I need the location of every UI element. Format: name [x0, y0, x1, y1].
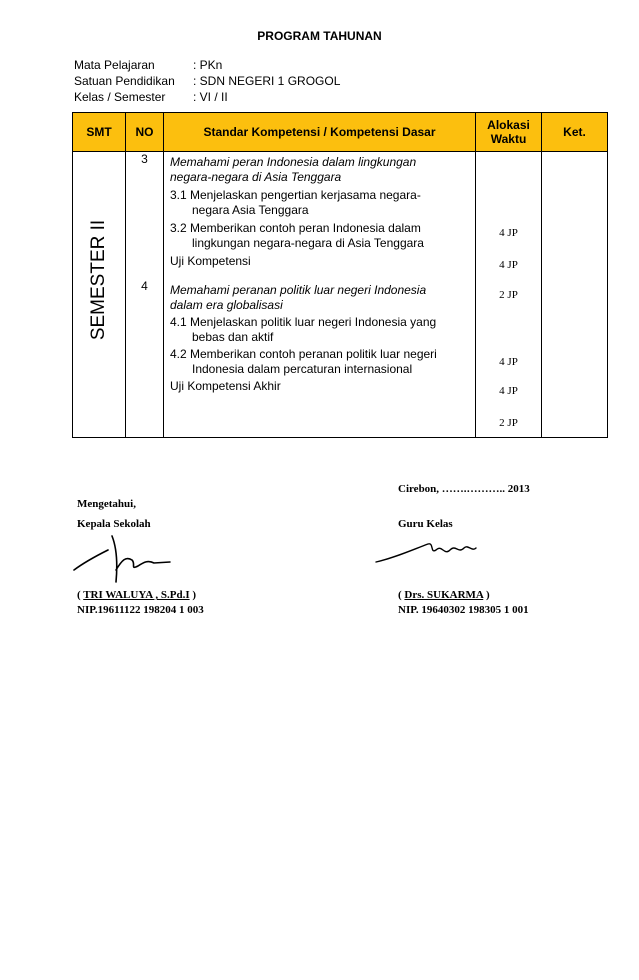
basic-competency — [170, 315, 475, 345]
standard-competency-line: dalam era globalisasi — [170, 298, 283, 312]
no-cell — [126, 152, 164, 438]
mengetahui-label: Mengetahui, — [77, 498, 136, 510]
meta-row-kelas-semester — [74, 89, 340, 105]
guru-kelas-name — [398, 588, 490, 602]
guru-kelas-nip: NIP. 19640302 198305 1 001 — [398, 604, 529, 616]
group-number: 3 — [141, 152, 148, 166]
document-meta — [74, 57, 340, 105]
meta-value: : VI / II — [193, 90, 228, 104]
header-alokasi-waktu — [476, 113, 542, 152]
basic-competency — [170, 347, 475, 377]
basic-competency — [170, 221, 475, 251]
header-waktu-line: Waktu — [490, 132, 527, 146]
alokasi-value: 2 JP — [499, 289, 518, 301]
meta-key: Mata Pelajaran — [74, 58, 155, 72]
competency-cell — [164, 152, 476, 438]
basic-competency — [170, 188, 475, 218]
basic-competency-line: lingkungan negara-negara di Asia Tenggara — [192, 236, 424, 250]
basic-competency-line: 3.2 Memberikan contoh peran Indonesia dalam — [170, 221, 421, 235]
semester-label: SEMESTER II — [88, 219, 109, 341]
basic-competency-line: Indonesia dalam percaturan internasional — [192, 362, 413, 376]
kepala-sekolah-name — [77, 588, 196, 602]
header-smt: SMT — [73, 113, 126, 152]
place-date: Cirebon, …….……….. 2013 — [398, 483, 530, 495]
ket-cell — [542, 152, 608, 438]
page-title: PROGRAM TAHUNAN — [257, 29, 382, 43]
header-alokasi-line: Alokasi — [487, 118, 530, 132]
table-header-row — [73, 113, 608, 152]
alokasi-value: 4 JP — [499, 356, 518, 368]
table-row — [73, 152, 608, 438]
basic-competency-line: negara Asia Tenggara — [192, 203, 309, 217]
basic-competency-line: 4.2 Memberikan contoh peranan politik luar negeri — [170, 347, 437, 361]
header-standar-kompetensi: Standar Kompetensi / Kompetensi Dasar — [164, 113, 476, 152]
basic-competency-line: 3.1 Menjelaskan pengertian kerjasama negara- — [170, 188, 421, 202]
standard-competency-line: Memahami peran Indonesia dalam lingkungan — [170, 155, 417, 169]
group-number: 4 — [141, 279, 148, 293]
alokasi-value: 4 JP — [499, 259, 518, 271]
name-text: TRI WALUYA , S.Pd.I — [83, 589, 190, 601]
competency-group — [170, 152, 475, 269]
standard-competency-line: negara-negara di Asia Tenggara — [170, 170, 342, 184]
name-text: Drs. SUKARMA — [404, 589, 484, 601]
uji-kompetensi: Uji Kompetensi Akhir — [170, 379, 281, 393]
competency-group — [170, 269, 475, 394]
name-bracket: ( — [398, 589, 405, 601]
meta-row-mata-pelajaran — [74, 57, 340, 73]
signature-guru-kelas-icon — [372, 534, 482, 566]
name-bracket: ) — [483, 589, 490, 601]
header-ket: Ket. — [542, 113, 608, 152]
semester-cell — [73, 152, 126, 438]
header-no: NO — [126, 113, 164, 152]
name-bracket: ( — [77, 589, 84, 601]
guru-kelas-role: Guru Kelas — [398, 518, 453, 530]
signature-kepala-sekolah-icon — [72, 530, 182, 586]
alokasi-cell — [476, 152, 542, 438]
meta-key: Kelas / Semester — [74, 90, 166, 104]
meta-value: : PKn — [193, 58, 223, 72]
basic-competency-line: 4.1 Menjelaskan politik luar negeri Indonesia yang — [170, 315, 437, 329]
program-table — [72, 112, 608, 438]
alokasi-value: 2 JP — [499, 417, 518, 429]
alokasi-value: 4 JP — [499, 385, 518, 397]
meta-value: : SDN NEGERI 1 GROGOL — [193, 74, 341, 88]
name-bracket: ) — [189, 589, 197, 601]
alokasi-value: 4 JP — [499, 227, 518, 239]
kepala-sekolah-role: Kepala Sekolah — [77, 518, 151, 530]
kepala-sekolah-nip: NIP.19611122 198204 1 003 — [77, 604, 204, 616]
basic-competency-line: bebas dan aktif — [192, 330, 274, 344]
meta-row-satuan-pendidikan — [74, 73, 340, 89]
standard-competency-line: Memahami peranan politik luar negeri Indonesia — [170, 283, 427, 297]
uji-kompetensi: Uji Kompetensi — [170, 254, 251, 268]
meta-key: Satuan Pendidikan — [74, 74, 175, 88]
